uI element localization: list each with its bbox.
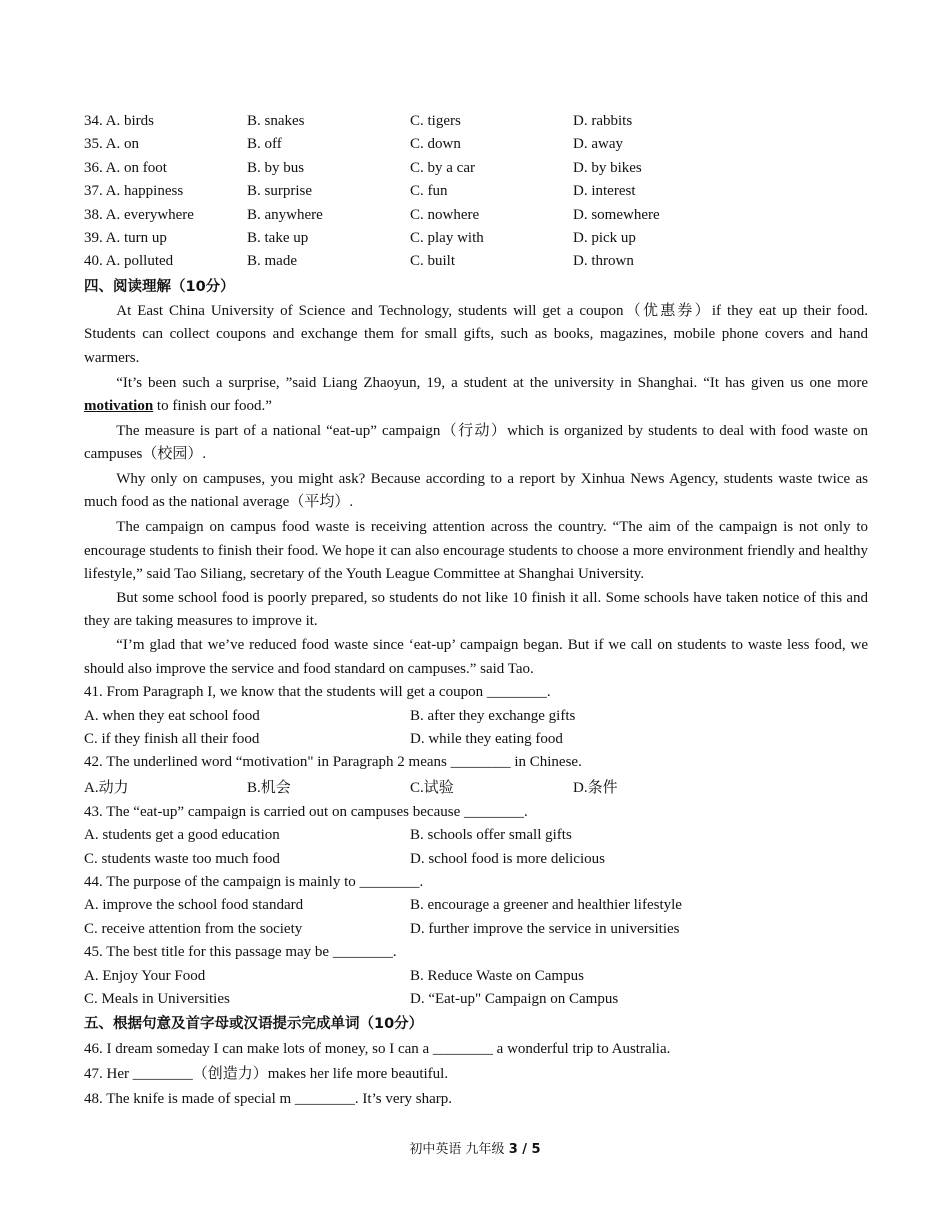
fill-question-46: 46. I dream someday I can make lots of money, so I can a ________ a wonderful trip to Australia. bbox=[84, 1041, 671, 1058]
option-b: B. encourage a greener and healthier lifestyle bbox=[410, 897, 682, 914]
option-row bbox=[84, 988, 868, 1011]
option-d: D.条件 bbox=[573, 779, 618, 796]
option-d: D. pick up bbox=[573, 229, 636, 246]
underlined-word: motivation bbox=[84, 398, 154, 415]
word-completion bbox=[84, 1037, 868, 1112]
option-row bbox=[84, 110, 868, 133]
footer-page-number: 3 / 5 bbox=[508, 1142, 541, 1157]
option-b: B. by bus bbox=[247, 159, 305, 176]
option-b: B. anywhere bbox=[247, 206, 323, 223]
option-d: D. school food is more delicious bbox=[410, 850, 605, 867]
reading-passage bbox=[84, 300, 868, 682]
option-a: A. students get a good education bbox=[84, 827, 280, 844]
question-stem: 41. From Paragraph I, we know that the students will get a coupon ________. bbox=[84, 684, 551, 701]
section-title-word-completion: 五、根据句意及首字母或汉语提示完成单词（10分） bbox=[84, 1016, 424, 1033]
cloze-options bbox=[84, 110, 868, 274]
option-c: C. Meals in Universities bbox=[84, 991, 230, 1007]
option-a: A.动力 bbox=[84, 779, 129, 796]
question-stem: 43. The “eat-up” campaign is carried out on campuses because ________. bbox=[84, 803, 528, 820]
option-a: A. Enjoy Your Food bbox=[84, 967, 206, 984]
option-a: 40. A. polluted bbox=[84, 253, 174, 270]
option-c: C. nowhere bbox=[410, 206, 480, 223]
option-row bbox=[84, 250, 868, 273]
fill-question-48: 48. The knife is made of special m ________. It’s very sharp. bbox=[84, 1091, 452, 1108]
option-c: C. by a car bbox=[410, 159, 475, 176]
option-c: C. built bbox=[410, 253, 456, 270]
option-d: D. “Eat-up" Campaign on Campus bbox=[410, 991, 619, 1007]
option-b: B. after they exchange gifts bbox=[410, 707, 576, 724]
option-a: 35. A. on bbox=[84, 136, 140, 153]
passage-paragraph-3: The measure is part of a national “eat-up” campaign（行动）which is organized by students to deal with food waste on campuses（校园）. bbox=[84, 422, 868, 463]
option-d: D. rabbits bbox=[573, 113, 633, 129]
option-a: A. improve the school food standard bbox=[84, 897, 304, 914]
question-stem: 42. The underlined word “motivation" in Paragraph 2 means ________ in Chinese. bbox=[84, 754, 582, 771]
option-c: C. if they finish all their food bbox=[84, 731, 260, 748]
option-b: B.机会 bbox=[247, 779, 291, 796]
option-d: D. further improve the service in universities bbox=[410, 920, 680, 937]
option-row bbox=[84, 180, 868, 203]
passage-paragraph-2 bbox=[84, 372, 868, 419]
option-b: B. Reduce Waste on Campus bbox=[410, 967, 584, 984]
option-c: C. receive attention from the society bbox=[84, 920, 303, 937]
option-a: 37. A. happiness bbox=[84, 183, 184, 200]
option-row bbox=[84, 918, 868, 941]
option-a: 38. A. everywhere bbox=[84, 206, 194, 223]
option-row bbox=[84, 204, 868, 227]
option-b: B. take up bbox=[247, 229, 309, 246]
option-d: D. by bikes bbox=[573, 159, 642, 176]
option-a: 36. A. on foot bbox=[84, 159, 167, 176]
option-b: B. made bbox=[247, 253, 297, 270]
option-row bbox=[84, 133, 868, 156]
option-c: C. students waste too much food bbox=[84, 850, 280, 867]
option-a: 34. A. birds bbox=[84, 113, 155, 129]
footer-subject: 初中英语 九年级 bbox=[409, 1142, 509, 1157]
option-row bbox=[84, 157, 868, 180]
option-b: B. off bbox=[247, 136, 282, 153]
option-row bbox=[84, 824, 868, 847]
passage-paragraph-1: At East China University of Science and Technology, students will get a coupon（优惠券）if they eat up their food. Students can collect coupons and exchange them for small gifts, such as books, magazines, mobile phone covers and hand warmers. bbox=[84, 302, 868, 366]
option-c: C. play with bbox=[410, 229, 484, 246]
question-stem: 44. The purpose of the campaign is mainly to ________. bbox=[84, 874, 424, 891]
passage-paragraph-7: “I’m glad that we’ve reduced food waste since ‘eat-up’ campaign began. But if we call on students to waste less food, we should also improve the service and food standard on campuses.” said Tao. bbox=[84, 637, 868, 677]
option-c: C. down bbox=[410, 136, 461, 153]
question-42 bbox=[84, 751, 868, 800]
option-d: D. interest bbox=[573, 183, 636, 200]
option-a: 39. A. turn up bbox=[84, 229, 167, 246]
passage-paragraph-5: The campaign on campus food waste is receiving attention across the country. “The aim of the campaign is not only to encourage students to finish their food. We hope it can also encourage students to choose a more environment friendly and healthy lifestyle,” said Tao Siliang, secretary of the Youth League Committee at Shanghai University. bbox=[84, 519, 868, 583]
option-c: C.试验 bbox=[410, 779, 454, 796]
option-a: A. when they eat school food bbox=[84, 707, 260, 724]
option-row bbox=[84, 705, 868, 728]
page-footer bbox=[0, 1138, 950, 1157]
question-44 bbox=[84, 871, 868, 941]
option-row bbox=[84, 227, 868, 250]
option-b: B. snakes bbox=[247, 113, 305, 129]
option-b: B. schools offer small gifts bbox=[410, 827, 572, 844]
page-content bbox=[84, 110, 868, 1112]
option-c: C. fun bbox=[410, 183, 448, 200]
option-row bbox=[84, 728, 868, 751]
option-d: D. while they eating food bbox=[410, 731, 563, 748]
option-row bbox=[84, 848, 868, 871]
passage-paragraph-4: Why only on campuses, you might ask? Because according to a report by Xinhua News Agency, students waste twice as much food as the national average（平均）. bbox=[84, 470, 868, 511]
option-row bbox=[84, 965, 868, 988]
option-c: C. tigers bbox=[410, 113, 461, 129]
question-41 bbox=[84, 681, 868, 751]
fill-question-47: 47. Her ________（创造力）makes her life more beautiful. bbox=[84, 1066, 449, 1083]
option-b: B. surprise bbox=[247, 183, 312, 200]
passage-paragraph-6: But some school food is poorly prepared, so students do not like 10 finish it all. Some schools have taken notice of this and they are taking measures to improve it. bbox=[84, 589, 868, 630]
option-row bbox=[84, 775, 868, 801]
option-d: D. away bbox=[573, 136, 623, 153]
question-45 bbox=[84, 941, 868, 1011]
question-43 bbox=[84, 801, 868, 871]
section-title-reading: 四、阅读理解（10分） bbox=[84, 278, 235, 295]
option-d: D. thrown bbox=[573, 253, 634, 270]
passage-text: “It’s been such a surprise, ”said Liang Zhaoyun, 19, a student at the university in Shanghai. “It has given us one more bbox=[116, 374, 868, 391]
question-stem: 45. The best title for this passage may be ________. bbox=[84, 944, 397, 961]
passage-text: to finish our food.” bbox=[153, 398, 272, 415]
option-row bbox=[84, 894, 868, 917]
option-d: D. somewhere bbox=[573, 206, 660, 223]
